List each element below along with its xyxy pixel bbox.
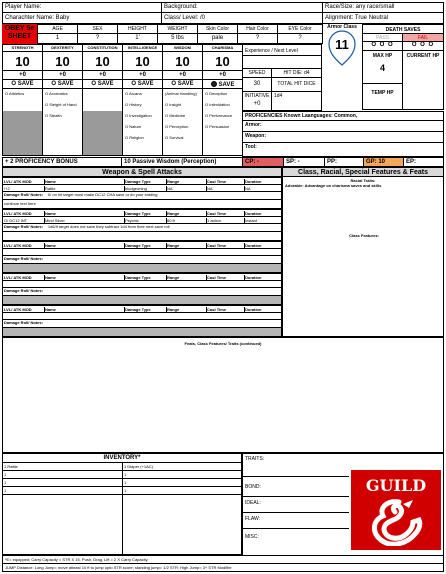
skill-item[interactable]: O Insight	[165, 102, 182, 107]
basics-value[interactable]: ?	[298, 35, 302, 41]
character-name: Charachter Name: Baby	[5, 15, 70, 21]
weapon-col-label: Duration	[244, 307, 284, 312]
damage-notes[interactable]: 1d6/if target does not save they subtract 1d4 from their next save roll	[47, 224, 170, 229]
basics-label: Skin Color	[198, 25, 237, 34]
weapon-col-label: Damage Type	[124, 179, 166, 184]
weapon-type[interactable]: Psychic	[124, 218, 166, 223]
weapon-col-label: Cast Time	[206, 243, 244, 248]
weapon-col-label: Name	[44, 307, 124, 312]
skill-item[interactable]: O Intimidation	[205, 102, 230, 107]
initiative-box	[242, 91, 272, 111]
ability-modifier: +0	[42, 70, 83, 80]
inventory-item-left[interactable]: 1	[2, 478, 123, 487]
proficiencies-box	[242, 111, 444, 157]
inventory-notes	[2, 555, 444, 572]
fail-label: FAIL	[402, 33, 444, 42]
temp-hp-box[interactable]	[362, 83, 403, 110]
racial-traits-text[interactable]: Adorable: Advantage on charisma saves and skills	[285, 183, 382, 188]
weapon-dur[interactable]: Instant	[244, 218, 284, 223]
ability-modifier: +0	[82, 70, 123, 80]
ability-modifier: +0	[202, 70, 243, 80]
weapon-col-label: Range	[166, 243, 206, 248]
skills-box	[202, 88, 243, 156]
weapon-col-label: Cast Time	[206, 307, 244, 312]
features-title: Class, Racial, Special Features & Feats	[282, 167, 444, 177]
weapon-col-label: Duration	[244, 179, 284, 184]
inventory-blank-left[interactable]	[2, 494, 123, 555]
weapon-col-label: Range	[166, 307, 206, 312]
weapon-cast[interactable]: NA	[206, 186, 244, 191]
basics-label: Hair Color	[238, 25, 277, 34]
experience-value[interactable]	[242, 55, 322, 69]
weapon-col-label: Cast Time	[206, 211, 244, 216]
basics-label: EYE Color	[278, 25, 322, 34]
basics-value[interactable]: 1	[55, 35, 60, 41]
inventory-section	[2, 453, 242, 556]
weapon-cast[interactable]: 1 action	[206, 218, 244, 223]
basics-label: HEIGHT	[118, 25, 157, 34]
speed-value[interactable]: 30	[253, 81, 261, 87]
class-level-field[interactable]	[161, 12, 323, 24]
basics-field[interactable]	[117, 24, 158, 44]
armor-class-label: Armor Class	[327, 24, 357, 30]
weapon-col-label: LVL/ ATK MOD	[4, 179, 32, 184]
basics-value[interactable]: ?	[95, 35, 100, 41]
skills-box	[162, 88, 203, 156]
weapon-col-label: Damage Type	[124, 307, 166, 312]
temp-hp-label: TEMP HP	[371, 90, 394, 96]
abilities-block	[2, 44, 242, 156]
weapon-proficiency[interactable]: Weapon:	[243, 132, 443, 143]
misc-label: MISC:	[245, 534, 259, 540]
player-name-label: Player Name:	[5, 4, 42, 10]
class-features-title: Class Features:	[349, 233, 379, 238]
weapon-extra-notes[interactable]	[2, 295, 282, 305]
skill-item[interactable]: O Survival	[165, 135, 184, 140]
weapons-title: Weapon & Spell Attacks	[2, 167, 282, 177]
skill-item[interactable]: O Investigation	[125, 113, 152, 118]
skills-box	[82, 88, 123, 156]
weapon-range[interactable]: NA	[166, 186, 206, 191]
proficient-dot-icon	[211, 81, 217, 87]
status-bar	[2, 157, 444, 167]
proficiency-bonus: + 2 PROFICENCY BONUS	[2, 157, 122, 167]
damage-notes[interactable]: 0/ on hit target must make DC12 CHA save or do your bidding	[47, 192, 158, 197]
weapons-section	[2, 167, 282, 337]
background-label: Background:	[164, 4, 198, 10]
bond-label: BOND:	[245, 484, 261, 490]
basics-label: AGE	[38, 25, 77, 34]
jump-distance-note: JUMP Distance: Long Jump= move atleast 10 ft to jump upto STR score; standing jump= 1/2 STR; High Jump= 3+ STR Modifier	[3, 563, 443, 571]
speed-box	[242, 68, 272, 92]
ep-coins[interactable]: EP:	[403, 157, 444, 167]
feats-continued-box[interactable]	[2, 337, 444, 453]
experience-label: Experience / Next Level	[245, 48, 298, 54]
ability-score[interactable]: 10	[162, 51, 203, 71]
weapon-col-label: Range	[166, 179, 206, 184]
passive-wisdom: 10 Passive Wisdom (Perception)	[121, 157, 243, 167]
inventory-item-left[interactable]: 1 Rattle	[2, 462, 123, 471]
ability-name: INTELLIGENCE	[122, 44, 163, 52]
death-saves-title: DEATH SAVES	[362, 24, 444, 34]
inventory-item-right[interactable]: 1	[122, 470, 242, 479]
saving-throw-label: O SAVE	[11, 81, 34, 87]
weapon-col-label: Range	[166, 211, 206, 216]
initiative-value[interactable]: +0	[253, 101, 261, 107]
weapon-entry	[2, 209, 282, 241]
initiative-label: INITIATIVE	[244, 93, 270, 99]
hit-die: HIT DIE: d4	[283, 70, 310, 76]
skill-item[interactable]: O Perception	[165, 124, 189, 129]
basics-field[interactable]	[37, 24, 78, 44]
gp-coins[interactable]: GP: 10	[363, 157, 404, 167]
ability-name: DEXTERITY	[42, 44, 83, 52]
weapon-col-label: LVL/ ATK MOD	[4, 275, 32, 280]
basics-field[interactable]	[237, 24, 278, 44]
weapon-entry	[2, 177, 282, 209]
current-hp-box[interactable]	[402, 50, 444, 110]
skill-item[interactable]: O Arcana	[125, 91, 142, 96]
weapon-name[interactable]: Mind Sliver	[44, 218, 124, 223]
pass-label: PASS	[362, 33, 403, 42]
ability-column-strength	[2, 44, 43, 156]
armor-class-value[interactable]: 11	[335, 37, 349, 52]
feats-continued-title: Feats, Class Features/ Traits (continued)	[184, 341, 262, 346]
total-hit-dice: TOTAL HIT DICE	[277, 81, 316, 87]
sp-coins[interactable]: SP: -	[283, 157, 325, 167]
ability-modifier: +0	[122, 70, 163, 80]
damage-label: Damage Roll/ Notes:	[4, 192, 43, 197]
weapon-type[interactable]: bludgeoning	[124, 186, 166, 191]
header	[2, 2, 444, 24]
ability-column-intelligence	[122, 44, 163, 156]
weapon-col-label: Damage Type	[124, 243, 166, 248]
ability-score[interactable]: 10	[2, 51, 43, 71]
damage-label: Damage Roll/ Notes:	[4, 320, 43, 325]
skill-item[interactable]: O Persuasion	[205, 124, 230, 129]
weapon-col-label: Name	[44, 243, 124, 248]
weapon-mod[interactable]: O/ DC12 INT	[4, 218, 28, 223]
basics-field[interactable]	[277, 24, 323, 44]
weapon-extra-notes[interactable]	[2, 263, 282, 273]
weapon-dur[interactable]: NA	[244, 186, 284, 191]
skill-item[interactable]: O Performance	[205, 113, 233, 118]
features-section	[282, 167, 444, 337]
ideal-label: IDEAL:	[245, 500, 261, 506]
weapon-mod[interactable]: /+2	[4, 186, 10, 191]
saving-throw-label: O SAVE	[171, 81, 194, 87]
damage-label: Damage Roll/ Notes:	[4, 288, 43, 293]
saving-throw-label: O SAVE	[51, 81, 74, 87]
skills-box	[42, 88, 83, 156]
weapon-entry	[2, 241, 282, 273]
skills-box	[122, 88, 163, 156]
skill-item[interactable]: (Animal Handling)	[165, 91, 197, 96]
alignment: Alignment: True Neutral	[325, 15, 389, 21]
basics-field[interactable]	[197, 24, 238, 44]
inventory-blank-right[interactable]	[122, 494, 242, 555]
inventory-item-left[interactable]: 1	[2, 470, 123, 479]
ability-score[interactable]: 10	[42, 51, 83, 71]
basics-value[interactable]: 1'	[135, 35, 140, 41]
skill-item[interactable]: O Deception	[205, 91, 228, 96]
weapon-col-label: Damage Type	[124, 211, 166, 216]
weapon-name[interactable]: Rattle	[44, 186, 124, 191]
basics-field[interactable]	[77, 24, 118, 44]
basics-value[interactable]: 5 lbs	[171, 35, 184, 41]
armor-class-shield	[322, 24, 362, 71]
skill-item[interactable]: O Nature	[125, 124, 142, 129]
damage-label: Damage Roll/ Notes:	[4, 224, 43, 229]
skill-item[interactable]: O History	[125, 102, 142, 107]
max-hp-label: MAX HP	[372, 53, 393, 59]
weapon-col-label: LVL/ ATK MOD	[4, 243, 32, 248]
max-hp-box	[362, 50, 403, 84]
ability-score[interactable]: 10	[202, 51, 243, 71]
ability-name: STRENGTH	[2, 44, 43, 52]
basics-value[interactable]: pale	[211, 35, 224, 41]
alignment-field[interactable]	[322, 12, 444, 24]
skill-item[interactable]: O Acrobatics	[45, 91, 68, 96]
weapon-col-label: Name	[44, 211, 124, 216]
carry-capacity-note: *E= equipped; Carry Capacity = STR X 15. Push, Drag, Lift = 2 X Carry Capacity.	[5, 557, 149, 562]
damage-label: Damage Roll/ Notes:	[4, 256, 43, 261]
weapon-col-label: Damage Type	[124, 275, 166, 280]
initiative-die: 1d4	[271, 91, 322, 111]
tool-proficiency[interactable]: Tool:	[245, 144, 257, 150]
ability-score[interactable]: 10	[122, 51, 163, 71]
skill-item[interactable]: O Sleight of Hand	[45, 102, 77, 107]
weapon-range[interactable]: 60 ft	[166, 218, 206, 223]
saving-throw-label: O SAVE	[91, 81, 114, 87]
weapon-col-label: Duration	[244, 275, 284, 280]
saving-throw-label: SAVE	[218, 82, 235, 88]
skill-item[interactable]: O Religion	[125, 135, 144, 140]
weapon-extra-notes[interactable]: continue text here	[2, 199, 282, 209]
skill-item[interactable]: O Medicine	[165, 113, 186, 118]
guild-logo	[351, 470, 441, 550]
weapon-col-label: Duration	[244, 211, 284, 216]
cp-coins[interactable]: CP: -	[242, 157, 284, 167]
hit-dice-box	[271, 68, 322, 92]
ability-column-dexterity	[42, 44, 83, 156]
weapon-extra-notes[interactable]	[2, 231, 282, 241]
current-hp-label: CURRENT HP	[406, 53, 440, 59]
race-size: Race/Size: any race/small	[325, 4, 395, 10]
ability-column-constitution	[82, 44, 123, 156]
skill-item[interactable]: O Athletics	[5, 91, 25, 96]
weapon-col-label: LVL/ ATK MOD	[4, 211, 32, 216]
character-name-field[interactable]	[2, 12, 162, 24]
inventory-title: INVENTORY*	[2, 453, 242, 463]
weapon-col-label: Cast Time	[206, 179, 244, 184]
traits-label: TRAITS:	[245, 456, 265, 462]
weapon-col-label: Name	[44, 179, 124, 184]
inventory-item-left[interactable]: 1	[2, 486, 123, 495]
speed-label: SPEED	[248, 70, 266, 76]
guild-logo-text: GUILD	[365, 476, 427, 495]
ability-modifier: +0	[2, 70, 43, 80]
basics-label: WEIGHT	[158, 25, 197, 34]
skills-box	[2, 88, 43, 156]
armor-proficiency[interactable]: Armor:	[243, 121, 443, 132]
ability-column-charisma	[202, 44, 243, 156]
weapon-col-label: Range	[166, 275, 206, 280]
weapon-col-label: LVL/ ATK MOD	[4, 307, 32, 312]
weapon-col-label: Duration	[244, 243, 284, 248]
inventory-item-right[interactable]: 1	[122, 478, 242, 487]
weapon-entry	[2, 273, 282, 305]
max-hp-value[interactable]: 4	[379, 63, 385, 73]
proficiencies-label: PROFICENCIES	[245, 113, 283, 119]
pass-pips[interactable]: O O O	[362, 41, 403, 51]
ability-name: CONSTITUTION	[82, 44, 123, 52]
racial-traits-title: Racial Traits:	[350, 178, 376, 183]
languages: Known Laanguages: Common,	[283, 113, 358, 119]
ability-name: CHARISMA	[202, 44, 243, 52]
basics-label: SEX	[78, 25, 117, 34]
weapon-extra-notes[interactable]	[2, 327, 282, 337]
ability-score[interactable]: 10	[82, 51, 123, 71]
ability-name: WISDOM	[162, 44, 203, 52]
basics-value[interactable]: ?	[255, 35, 260, 41]
skill-item[interactable]: O Stealth	[45, 113, 62, 118]
basics-field[interactable]	[157, 24, 198, 44]
weapon-entry	[2, 305, 282, 337]
pp-coins[interactable]: PP:	[324, 157, 364, 167]
dragon-ampersand-icon	[369, 498, 423, 546]
ability-modifier: +0	[162, 70, 203, 80]
flaw-label: FLAW:	[245, 516, 261, 522]
weapon-col-label: Name	[44, 275, 124, 280]
traits-section	[242, 453, 444, 556]
saving-throw-label: O SAVE	[131, 81, 154, 87]
obey-badge: OBEY 5e SHEET	[2, 24, 37, 44]
ability-column-wisdom	[162, 44, 203, 156]
inventory-item-right[interactable]: 1	[122, 486, 242, 495]
fail-pips[interactable]: O O O	[402, 41, 444, 51]
basics-row	[2, 24, 322, 44]
inventory-item-right[interactable]: 1 Diaper (+1AC)	[122, 462, 242, 471]
class-level: Class/ Level: /0	[164, 15, 206, 21]
weapon-col-label: Cast Time	[206, 275, 244, 280]
